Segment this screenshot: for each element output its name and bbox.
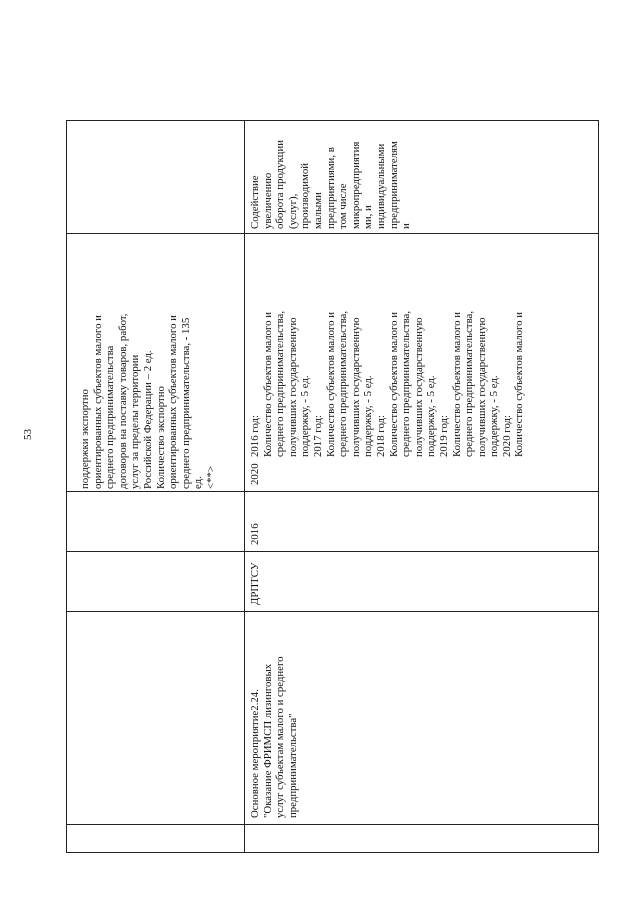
- col-divider-4: [67, 491, 598, 492]
- indicator-line: поддержку, - 5 ед.: [488, 375, 501, 457]
- activity-cell: [249, 656, 299, 818]
- indicator-line: Количество субъектов малого и: [450, 311, 463, 457]
- top-indicators-cell: [79, 314, 218, 489]
- top-indicator-line: поддержки экспортно: [79, 389, 91, 489]
- top-indicator-line: ориентированных субъектов малого и: [91, 315, 104, 489]
- activity-line: услуг субъектам малого и среднего: [274, 656, 287, 818]
- indicator-line: получивших государственную: [475, 317, 488, 457]
- activity-line: Основное мероприятие2.24.: [249, 689, 261, 818]
- indicator-line: 2020 год:: [500, 414, 513, 457]
- top-indicator-line: Российской Федерации – 2 ед.: [141, 350, 154, 489]
- indicator-line: Количество субъектов малого и: [324, 311, 337, 457]
- goal-line: (услуг),: [286, 193, 299, 229]
- goal-line: и: [400, 223, 413, 229]
- top-indicator-line: среднего предпринимательства, - 135: [179, 317, 192, 489]
- goal-line: оборота продукции: [274, 139, 287, 229]
- indicator-line: получивших государственную: [286, 317, 299, 457]
- indicator-line: 2017 год:: [311, 414, 324, 457]
- indicator-line: Количество субъектов малого и: [387, 311, 400, 457]
- goal-line: малыми: [311, 192, 324, 229]
- top-indicator-line: Количество экспортно: [154, 386, 167, 489]
- indicator-line: Количество субъектов малого и: [261, 311, 274, 457]
- top-indicator-line: ориентированных субъектов малого и: [167, 315, 180, 489]
- indicator-line: 2019 год:: [437, 414, 450, 457]
- col-divider-5: [67, 233, 598, 234]
- year-start-cell: 2016: [249, 523, 261, 545]
- activity-line: "Оказание ФРИМСП лизинговых: [261, 663, 274, 818]
- page-number: 53: [22, 429, 34, 440]
- goal-line: микропредприятия: [349, 141, 362, 229]
- top-indicator-line: договоров на поставку товаров, работ,: [116, 313, 129, 489]
- indicator-line: получивших государственную: [349, 317, 362, 457]
- top-indicator-line: услуг за пределы территории: [129, 354, 142, 489]
- goal-line: увеличению: [261, 172, 274, 229]
- top-indicator-line: ед.: [192, 476, 205, 489]
- indicator-line: поддержку, - 5 ед.: [299, 375, 312, 457]
- indicator-line: 2016 год:: [249, 414, 261, 457]
- goal-line: индивидуальными: [374, 143, 387, 229]
- indicator-line: среднего предпринимательства,: [274, 310, 287, 457]
- top-indicator-line: среднего предпринимательства: [104, 345, 117, 489]
- goal-line: предпринимателям: [387, 141, 400, 229]
- activity-line: предпринимательства": [286, 713, 299, 818]
- indicator-line: поддержку, - 5 ед.: [362, 375, 375, 457]
- goal-line: производимой: [299, 162, 312, 229]
- indicator-line: среднего предпринимательства,: [463, 310, 476, 457]
- indicator-line: среднего предпринимательства,: [400, 310, 413, 457]
- indicator-line: Количество субъектов малого и: [513, 311, 526, 457]
- goal-line: Содействие: [249, 175, 261, 229]
- top-indicator-line: <**>: [204, 466, 217, 489]
- goal-line: ми, и: [362, 205, 375, 229]
- indicator-line: поддержку, - 5 ед.: [425, 375, 438, 457]
- indicator-line: 2018 год:: [374, 414, 387, 457]
- indicators-cell: [249, 311, 526, 457]
- year-end-cell: 2020: [249, 463, 261, 485]
- indicator-line: получивших государственную: [412, 317, 425, 457]
- row-divider: [244, 121, 245, 852]
- executor-cell: ДРПТСУ: [249, 562, 261, 605]
- plan-table: [66, 120, 599, 853]
- goal-cell: [249, 140, 413, 229]
- col-divider-3: [67, 551, 598, 552]
- indicator-line: среднего предпринимательства,: [337, 310, 350, 457]
- goal-line: том числе: [337, 183, 350, 229]
- col-divider-1: [67, 824, 598, 825]
- col-divider-2: [67, 611, 598, 612]
- goal-line: предприятиями, в: [324, 147, 337, 229]
